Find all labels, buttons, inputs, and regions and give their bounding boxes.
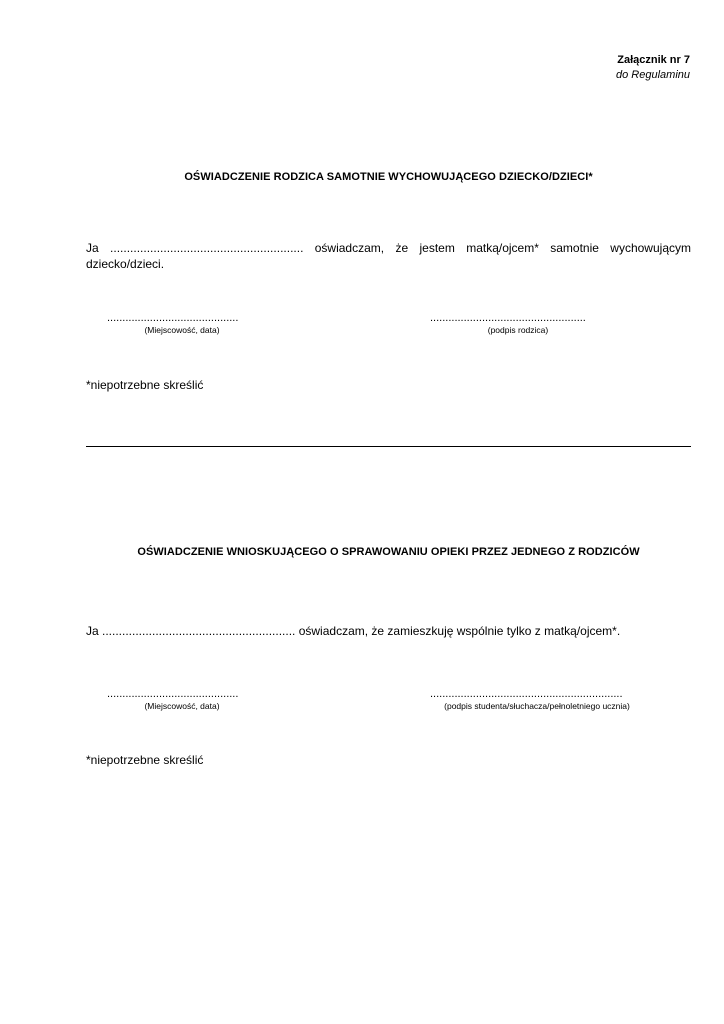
section1-place-date-caption: (Miejscowość, data) — [144, 325, 220, 335]
annex-header — [616, 53, 690, 83]
section1-place-date-line: ........................................... — [107, 312, 239, 324]
section2-footnote: *niepotrzebne skreślić — [86, 753, 204, 767]
section1-declaration: Ja .......................................................... oświadczam, że jestem matką/ojcem* samotnie wychowującym dziecko/dzieci. — [86, 241, 691, 271]
section2-title: OŚWIADCZENIE WNIOSKUJĄCEGO O SPRAWOWANIU OPIEKI PRZEZ JEDNEGO Z RODZICÓW — [137, 546, 640, 558]
section2-signature-line: ............................................................... — [430, 688, 623, 700]
section1-title: OŚWIADCZENIE RODZICA SAMOTNIE WYCHOWUJĄCEGO DZIECKO/DZIECI* — [184, 171, 593, 183]
section2-place-date-line: ........................................... — [107, 688, 239, 700]
section1-signature-line: ................................................... — [430, 312, 586, 324]
annex-reference: do Regulaminu — [616, 69, 690, 81]
section1-footnote: *niepotrzebne skreślić — [86, 378, 204, 392]
section2-signature-caption: (podpis studenta/słuchacza/pełnoletniego ucznia) — [444, 701, 630, 711]
annex-number: Załącznik nr 7 — [617, 54, 690, 66]
section2-place-date-caption: (Miejscowość, data) — [144, 701, 220, 711]
section-divider — [86, 446, 691, 447]
section1-signature-caption: (podpis rodzica) — [487, 325, 549, 335]
section2-declaration: Ja .......................................................... oświadczam, że zamieszkuję wspólnie tylko z matką/ojcem*. — [86, 624, 621, 638]
